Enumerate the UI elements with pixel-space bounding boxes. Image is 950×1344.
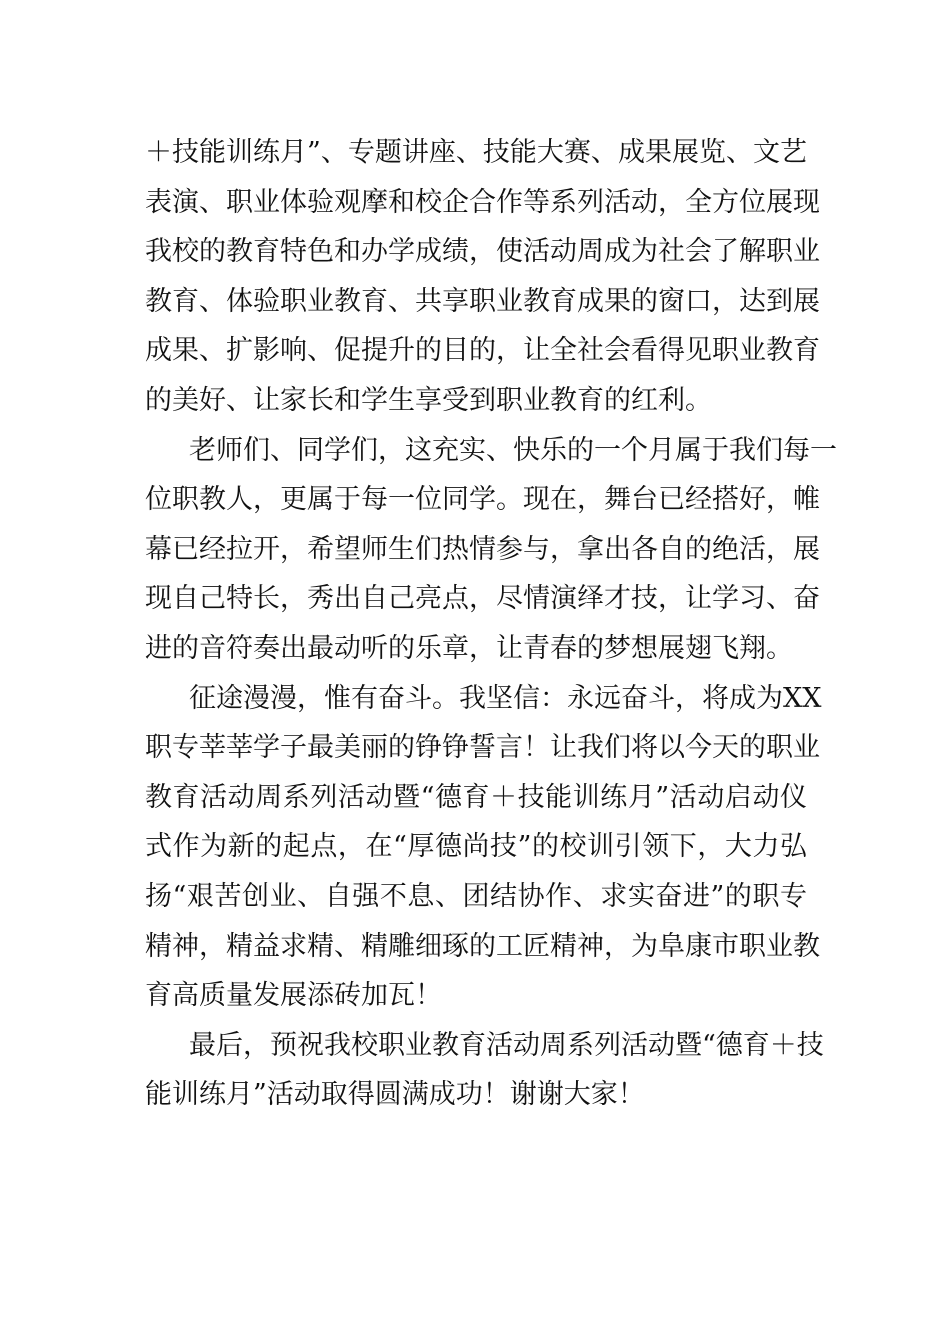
text-line: 式作为新的起点，在“厚德尚技”的校训引领下，大力弘 xyxy=(145,831,807,863)
text-line: 扬“艰苦创业、自强不息、团结协作、求实奋进”的职专 xyxy=(145,880,807,912)
text-line: 我校的教育特色和办学成绩，使活动周成为社会了解职业 xyxy=(145,236,820,268)
text-line: 最后，预祝我校职业教育活动周系列活动暨“德育＋技 xyxy=(189,1029,824,1061)
text-line: 能训练月”活动取得圆满成功！谢谢大家！ xyxy=(145,1079,645,1111)
text-line: 育高质量发展添砖加瓦！ xyxy=(145,980,442,1012)
text-line: 幕已经拉开，希望师生们热情参与，拿出各自的绝活，展 xyxy=(145,533,820,565)
text-line: 教育、体验职业教育、共享职业教育成果的窗口，达到展 xyxy=(145,285,820,317)
text-line: 现自己特长，秀出自己亮点，尽情演绎才技，让学习、奋 xyxy=(145,583,820,615)
document-body xyxy=(145,128,837,1120)
text-line: 进的音符奏出最动听的乐章，让青春的梦想展翅飞翔。 xyxy=(145,632,793,664)
text-line: ＋技能训练月”、专题讲座、技能大赛、成果展览、文艺 xyxy=(145,137,807,168)
text-line: 职专莘莘学子最美丽的铮铮誓言！让我们将以今天的职业 xyxy=(145,732,820,764)
paragraph-1 xyxy=(145,128,820,426)
text-line: 老师们、同学们，这充实、快乐的一个月属于我们每一 xyxy=(189,434,837,466)
text-line: 成果、扩影响、促提升的目的，让全社会看得见职业教育 xyxy=(145,335,820,367)
text-line: 精神，精益求精、精雕细琢的工匠精神，为阜康市职业教 xyxy=(145,930,820,962)
paragraph-2 xyxy=(145,426,837,674)
text-line: 的美好、让家长和学生享受到职业教育的红利。 xyxy=(145,384,712,416)
text-line: 征途漫漫，惟有奋斗。我坚信：永远奋斗，将成为XX xyxy=(189,682,822,714)
paragraph-4 xyxy=(145,1021,824,1120)
paragraph-3 xyxy=(145,674,822,1021)
text-line: 教育活动周系列活动暨“德育＋技能训练月”活动启动仪 xyxy=(145,781,807,813)
text-line: 位职教人，更属于每一位同学。现在，舞台已经搭好，帷 xyxy=(145,484,820,516)
text-line: 表演、职业体验观摩和校企合作等系列活动，全方位展现 xyxy=(145,186,820,218)
